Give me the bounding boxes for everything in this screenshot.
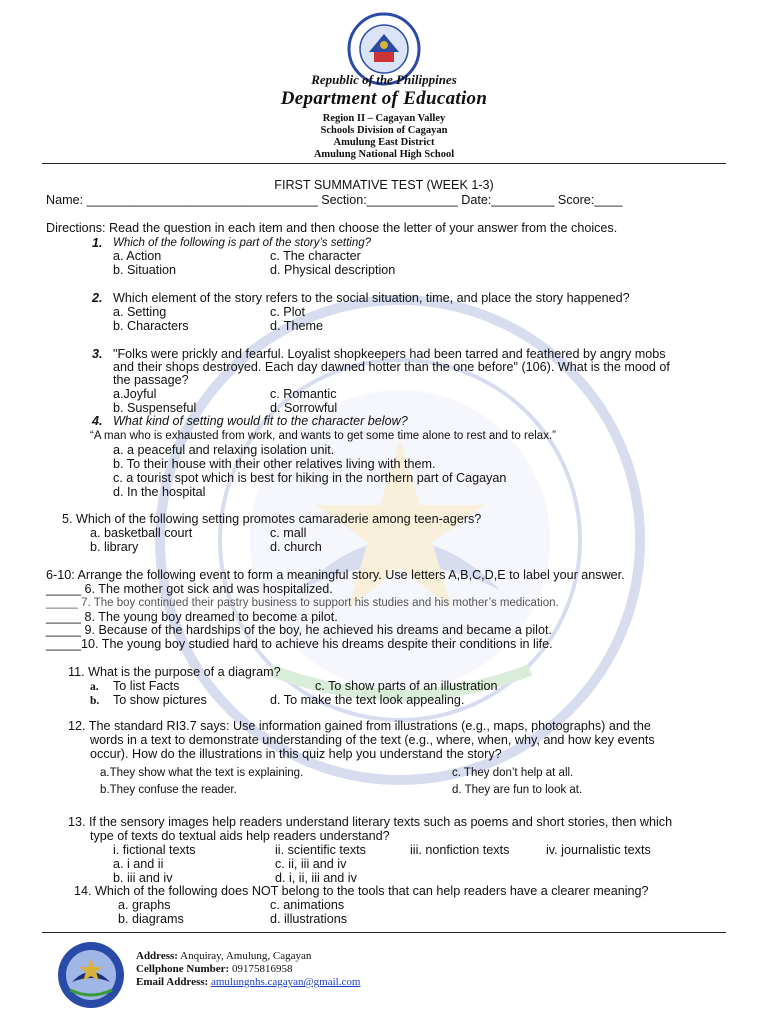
q4-choice-b: b. To their house with their other relatives living with them. <box>113 457 436 471</box>
q12-choice-c: c. They don’t help at all. <box>452 767 574 779</box>
school-seal-icon <box>56 940 126 1010</box>
q9-item: _____ 9. Because of the hardships of the boy, he achieved his dreams and became a pilot. <box>46 623 552 637</box>
footer-email <box>136 976 360 988</box>
q11-letter-b: b. <box>90 695 100 707</box>
q5-choice-a: a. basketball court <box>90 526 193 540</box>
q5-choice-b: b. library <box>90 540 139 554</box>
q14-text: 14. Which of the following does NOT belong to the tools that can help readers have a clearer meaning? <box>74 884 649 898</box>
q1-text: Which of the following is part of the story’s setting? <box>113 237 372 249</box>
q14-choice-d: d. illustrations <box>270 912 347 926</box>
q4-choice-a: a. a peaceful and relaxing isolation unit. <box>113 443 335 457</box>
q11-choice-b: To show pictures <box>113 693 207 707</box>
q1-choice-b: b. Situation <box>113 263 177 277</box>
footer-address-value: Anquiray, Amulung, Cagayan <box>180 950 312 962</box>
q1-choice-a: a. Action <box>113 249 162 263</box>
q1-choice-c: c. The character <box>270 249 361 263</box>
q13-choice-d: d. i, ii, iii and iv <box>275 871 357 885</box>
q13-roman-ii: ii. scientific texts <box>275 843 366 857</box>
q2-choice-c: c. Plot <box>270 305 305 319</box>
division-line: Schools Division of Cagayan <box>320 125 448 136</box>
q4-quote: “A man who is exhausted from work, and wants to get some time alone to rest and to relax.” <box>90 430 556 442</box>
q5-choice-d: d. church <box>270 540 322 554</box>
district-line: Amulung East District <box>333 137 435 148</box>
q6-10-intro: 6-10: Arrange the following event to form a meaningful story. Use letters A,B,C,D,E to label your answer. <box>46 568 625 582</box>
q3-line-2: and their shops destroyed. Each day dawned hotter than the one before" (106). What is the mood of <box>113 360 670 374</box>
department-heading: Department of Education <box>280 88 488 109</box>
q12-line-3: occur). How do the illustrations in this quiz help you understand the story? <box>90 747 502 761</box>
q11-letter-a: a. <box>90 681 99 693</box>
footer-address <box>136 950 311 962</box>
directions: Directions: Read the question in each item and then choose the letter of your answer from the choices. <box>46 221 618 235</box>
q13-choice-b: b. iii and iv <box>113 871 173 885</box>
q2-text: Which element of the story refers to the social situation, time, and place the story happened? <box>113 291 630 305</box>
q4-text: What kind of setting would fit to the character below? <box>113 414 408 428</box>
q11-choice-a: To list Facts <box>113 679 180 693</box>
q14-choice-a: a. graphs <box>118 898 171 912</box>
republic-heading: Republic of the Philippines <box>311 72 457 87</box>
footer-address-label: Address: <box>136 950 178 962</box>
q4-choice-c: c. a tourist spot which is best for hiking in the northern part of Cagayan <box>113 471 507 485</box>
q13-roman-iv: iv. journalistic texts <box>546 843 651 857</box>
q5-choice-c: c. mall <box>270 526 307 540</box>
q12-choice-b: b.They confuse the reader. <box>100 784 237 796</box>
q6-item: _____ 6. The mother got sick and was hospitalized. <box>46 582 333 596</box>
q12-choice-a: a.They show what the text is explaining. <box>100 767 304 779</box>
footer-phone-value: 09175816958 <box>231 963 293 975</box>
footer-phone <box>136 963 292 975</box>
q10-item: _____10. The young boy studied hard to achieve his dreams despite their conditions in life. <box>46 637 553 651</box>
q1-choice-d: d. Physical description <box>270 263 396 277</box>
q12-line-1: 12. The standard RI3.7 says: Use information gained from illustrations (e.g., maps, photographs) and the <box>68 719 651 733</box>
q5-text: 5. Which of the following setting promotes camaraderie among teen-agers? <box>62 512 482 526</box>
q13-roman-i: i. fictional texts <box>113 843 196 857</box>
footer-email-link[interactable]: amulungnhs.cagayan@gmail.com <box>210 976 361 988</box>
student-info-line: Name: _________________________________ Section:_____________ Date:_________ Score:____ <box>46 193 623 207</box>
q4-choice-d: d. In the hospital <box>113 485 206 499</box>
q13-choice-a: a. i and ii <box>113 857 164 871</box>
q11-text: 11. What is the purpose of a diagram? <box>68 665 281 679</box>
q13-line-1: 13. If the sensory images help readers understand literary texts such as poems and short stories, then which <box>68 815 673 829</box>
q13-line-2: type of texts do textual aids help readers understand? <box>90 829 390 843</box>
q14-choice-b: b. diagrams <box>118 912 184 926</box>
region-line: Region II – Cagayan Valley <box>322 113 446 124</box>
q2-number: 2. <box>92 291 103 305</box>
q11-choice-c: c. To show parts of an illustration <box>315 679 498 693</box>
q3-choice-c: c. Romantic <box>270 387 337 401</box>
q2-choice-b: b. Characters <box>113 319 189 333</box>
footer-divider <box>42 932 726 933</box>
footer-email-label: Email Address: <box>136 976 209 988</box>
header-divider <box>42 163 726 164</box>
q8-item: _____ 8. The young boy dreamed to become a pilot. <box>46 610 338 624</box>
q13-roman-iii: iii. nonfiction texts <box>410 843 510 857</box>
school-line: Amulung National High School <box>313 149 455 160</box>
q14-choice-c: c. animations <box>270 898 345 912</box>
q3-choice-a: a.Joyful <box>113 387 157 401</box>
footer-phone-label: Cellphone Number: <box>136 963 230 975</box>
q3-number: 3. <box>92 347 103 361</box>
q12-line-2: words in a text to demonstrate understanding of the text (e.g., where, when, why, and how key events <box>90 733 655 747</box>
q13-choice-c: c. ii, iii and iv <box>275 857 347 871</box>
q3-line-3: the passage? <box>113 373 189 387</box>
q12-choice-d: d. They are fun to look at. <box>452 784 583 796</box>
q4-number: 4. <box>92 414 103 428</box>
q3-choice-d: d. Sorrowful <box>270 401 338 415</box>
q3-choice-b: b. Suspenseful <box>113 401 197 415</box>
test-title: FIRST SUMMATIVE TEST (WEEK 1-3) <box>274 178 494 192</box>
q2-choice-d: d. Theme <box>270 319 323 333</box>
q7-item: _____ 7. The boy continued their pastry business to support his studies and his mother’s medication. <box>46 597 559 609</box>
q3-line-1: "Folks were prickly and fearful. Loyalist shopkeepers had been tarred and feathered by angry mobs <box>113 347 666 361</box>
q2-choice-a: a. Setting <box>113 305 167 319</box>
q11-choice-d: d. To make the text look appealing. <box>270 693 465 707</box>
q1-number: 1. <box>92 236 103 250</box>
